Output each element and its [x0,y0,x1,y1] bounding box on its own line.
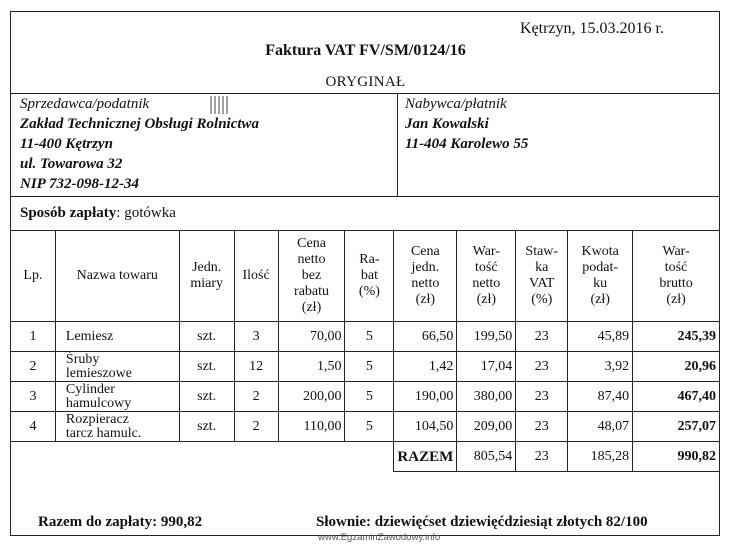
row-unit: szt. [179,322,234,352]
row-price: 70,00 [278,322,345,352]
header-line: Cena [297,236,326,251]
payment-value: : gotówka [116,205,176,221]
total-vat: 185,28 [568,442,633,472]
row-net: 380,00 [457,382,516,412]
header-line: Kwota [581,244,619,259]
product-name-line: Lemiesz [65,328,114,344]
header-line: netto [411,276,440,291]
row-discount: 5 [345,352,394,382]
header-line: ku [593,276,608,291]
total-net: 805,54 [457,442,516,472]
header-gross [633,231,720,322]
header-line: ka [535,260,549,275]
seller-city: 11-400 Kętrzyn [20,136,113,152]
buyer-name: Jan Kowalski [405,116,489,132]
header-vat-rate [516,231,568,322]
header-unit-net [394,231,457,322]
header-line: (zł) [590,292,610,307]
header-unit [179,231,234,322]
seller-street: ul. Towarowa 32 [20,156,123,172]
table-row [11,322,720,352]
total-vat-rate: 23 [516,442,568,472]
header-net [457,231,516,322]
party-divider [397,93,398,196]
buyer-label: Nabywca/płatnik [405,96,507,112]
header-line: Cena [410,244,440,259]
row-vat-rate: 23 [516,322,568,352]
product-name-line: Śruby [65,351,100,367]
row-unit: szt. [179,352,234,382]
header-line: bat [360,268,378,283]
row-vat: 48,07 [568,412,633,442]
header-line: bez [301,268,322,283]
table-row [11,412,720,442]
table-row [11,352,720,382]
product-name-line: Rozpieracz [65,411,129,427]
header-line: Jedn. [192,260,222,275]
header-lp [11,231,56,322]
payment-method [20,205,176,222]
header-line: (%) [358,284,380,299]
header-line: Ra- [359,252,380,267]
row-unit: szt. [179,382,234,412]
total-to-pay: Razem do zapłaty: 990,82 [38,514,203,530]
row-vat: 3,92 [568,352,633,382]
row-price: 110,00 [278,412,345,442]
row-gross: 257,07 [633,412,720,442]
header-line: netto [297,252,326,267]
header-line: (zł) [301,300,322,315]
row-vat-rate: 23 [516,352,568,382]
total-label: RAZEM [394,442,457,472]
header-line: tość [475,260,498,275]
header-price [278,231,345,322]
row-qty: 3 [234,322,278,352]
header-line: (zł) [476,292,497,307]
row-qty: 2 [234,382,278,412]
seller-name: Zakład Technicznej Obsługi Rolnictwa [20,116,260,132]
row-price: 1,50 [278,352,345,382]
header-line: brutto [659,276,693,291]
header-qty [234,231,278,322]
watermark: www.EgzaminZawodowy.info [318,532,441,543]
row-vat: 45,89 [568,322,633,352]
header-line: tość [664,260,688,275]
header-line: Lp. [23,268,43,283]
buyer-block [405,94,528,154]
qr-code-icon [210,96,230,114]
header-line: Ilość [242,268,270,283]
row-lp: 1 [11,322,56,352]
header-line: (%) [531,292,553,307]
header-line: War- [472,244,500,259]
row-unit-net: 190,00 [394,382,457,412]
row-unit: szt. [179,412,234,442]
row-net: 17,04 [457,352,516,382]
row-vat-rate: 23 [516,412,568,442]
row-lp: 2 [11,352,56,382]
row-name [55,382,179,412]
table-header-row [11,231,720,322]
row-name [55,352,179,382]
row-vat-rate: 23 [516,382,568,412]
header-line: jedn. [411,260,440,275]
seller-label: Sprzedawca/podatnik [20,96,150,112]
header-line: War- [662,244,690,259]
row-vat: 87,40 [568,382,633,412]
row-net: 199,50 [457,322,516,352]
row-discount: 5 [345,322,394,352]
payment-label: Sposób zapłaty [20,205,117,221]
product-name-line: Cylinder [65,381,115,397]
product-name-line: hamulcowy [65,395,132,411]
row-gross: 245,39 [633,322,720,352]
row-lp: 4 [11,412,56,442]
product-name-line: tarcz hamulc. [65,425,142,441]
header-line: netto [472,276,501,291]
row-unit-net: 1,42 [394,352,457,382]
header-line: (zł) [415,292,436,307]
total-row [11,442,720,472]
header-line: Nazwa towaru [76,268,158,283]
row-price: 200,00 [278,382,345,412]
row-name [55,412,179,442]
header-line: rabatu [294,284,330,299]
party-bottom-border [10,196,720,197]
row-lp: 3 [11,382,56,412]
row-discount: 5 [345,382,394,412]
invoice-title: Faktura VAT FV/SM/0124/16 [265,42,466,59]
total-gross: 990,82 [633,442,720,472]
seller-nip: NIP 732-098-12-34 [20,176,140,192]
row-qty: 12 [234,352,278,382]
header-line: podat- [582,260,619,275]
header-line: VAT [529,276,555,291]
row-discount: 5 [345,412,394,442]
header-line: miary [190,276,223,291]
amount-in-words: Słownie: dziewięćset dziewięćdziesiąt złotych 82/100 [316,514,648,530]
row-gross: 20,96 [633,352,720,382]
invoice-table [10,230,720,472]
header-name [55,231,179,322]
row-unit-net: 66,50 [394,322,457,352]
table-row [11,382,720,412]
header-vat [568,231,633,322]
row-qty: 2 [234,412,278,442]
header-line: (zł) [666,292,686,307]
header-discount [345,231,394,322]
row-unit-net: 104,50 [394,412,457,442]
row-name [55,322,179,352]
place-date: Kętrzyn, 15.03.2016 r. [520,20,664,37]
row-net: 209,00 [457,412,516,442]
buyer-address: 11-404 Karolewo 55 [405,136,529,152]
product-name-line: lemieszowe [65,365,132,381]
row-gross: 467,40 [633,382,720,412]
header-line: Staw- [525,244,559,259]
original-label: ORYGINAŁ [325,74,406,90]
